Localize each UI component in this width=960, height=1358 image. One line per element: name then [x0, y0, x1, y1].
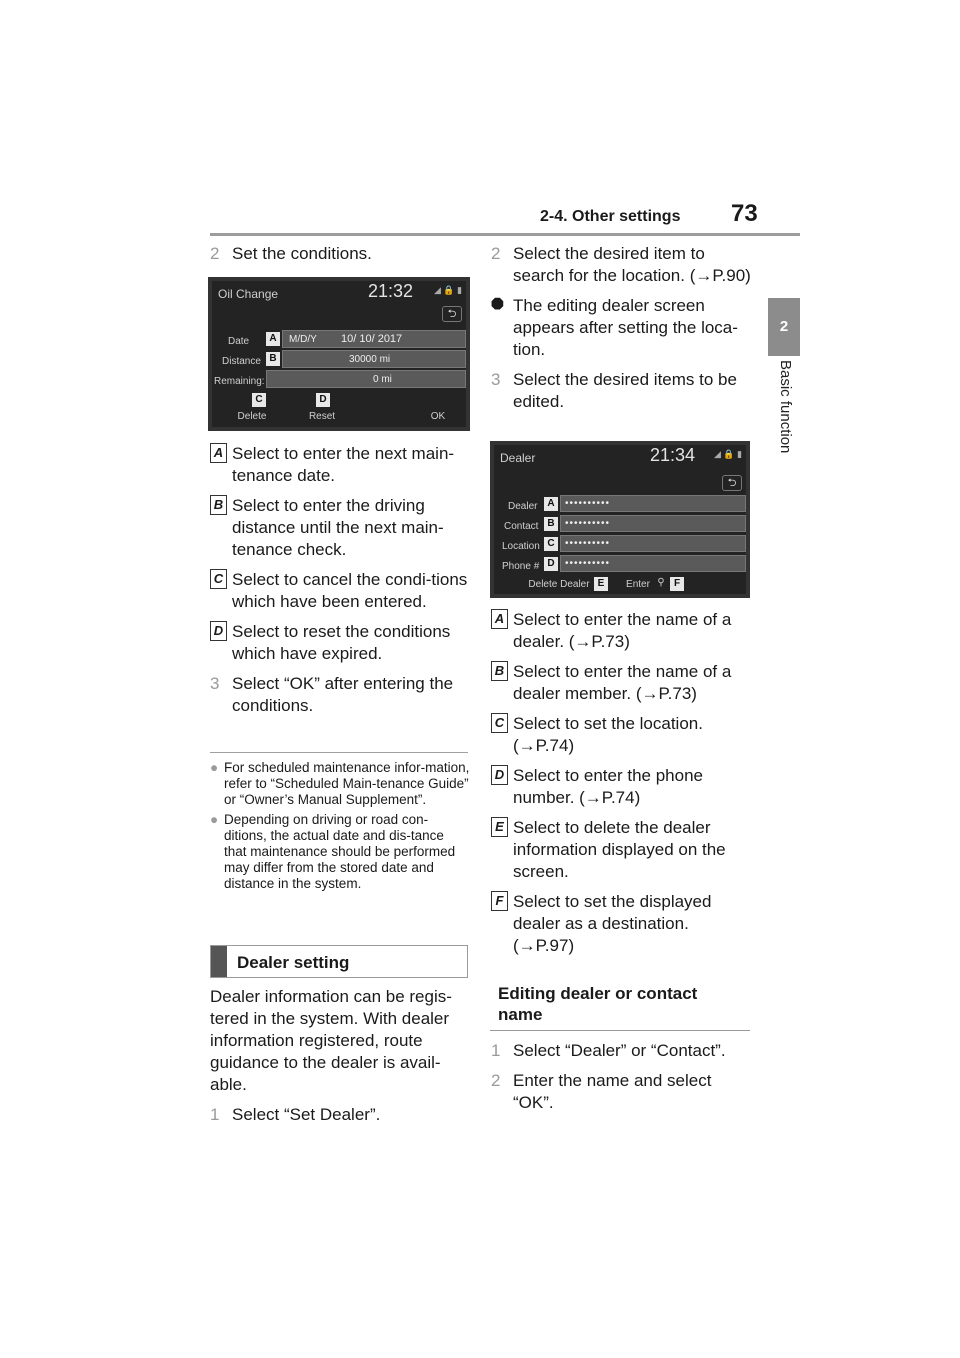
remaining-field [266, 370, 466, 388]
section-title: 2-4. Other settings [540, 208, 681, 225]
right-intro [491, 243, 751, 413]
callout-d: D Select to enter the phone number. (→P.74) [491, 765, 751, 809]
callout-tag: C [252, 393, 266, 407]
status-icons: ◢ 🔒 ▮ [434, 285, 463, 295]
notes [210, 760, 470, 892]
delete-dealer-button[interactable]: Delete Dealer [528, 579, 590, 590]
dealer-label: Dealer [508, 501, 538, 512]
callout-e: E Select to delete the dealer information displayed on the screen. [491, 817, 751, 883]
screen-title: Dealer [500, 451, 536, 465]
left-callout-list [210, 443, 470, 717]
distance-value: 30000 mi [349, 354, 391, 365]
page-number: 73 [731, 200, 758, 227]
contact-label: Contact [504, 521, 539, 532]
right-bullet: ⯃ The editing dealer screen appears after setting the loca-tion. [491, 296, 738, 359]
editing-dealer-heading: Editing dealer or contact name [490, 975, 750, 1031]
distance-field[interactable] [282, 350, 466, 368]
contact-field[interactable]: •••••••••• [560, 515, 746, 532]
callout-c: C Select to set the location. (→P.74) [491, 713, 751, 757]
left-step-2 [210, 243, 470, 265]
dealer-field[interactable]: •••••••••• [560, 495, 746, 512]
right-step-1b: 1 Select “Dealer” or “Contact”. [491, 1041, 726, 1060]
screen-clock: 21:34 [650, 445, 696, 465]
callout-c: C Select to cancel the condi-tions which have been entered. [210, 569, 470, 613]
date-format: M/D/Y [289, 334, 317, 345]
back-button[interactable]: ⮌ [722, 475, 742, 491]
dealer-screen [490, 441, 750, 598]
location-label: Location [502, 541, 540, 552]
dealer-setting-heading: Dealer setting [210, 945, 468, 978]
left-step-1: 1 Select “Set Dealer”. [210, 1105, 381, 1124]
callout-tag: A [544, 497, 558, 511]
right-step-2b: 2 Enter the name and select “OK”. [491, 1071, 712, 1112]
step-text: Set the conditions. [232, 244, 372, 263]
callout-tag: A [266, 332, 280, 346]
distance-label: Distance [222, 356, 261, 367]
remaining-label: Remaining: [214, 376, 265, 387]
oil-change-screen [208, 277, 470, 431]
callout-d: D Select to reset the conditions which have expired. [210, 621, 470, 665]
note-item: ● Depending on driving or road con-ditions, the actual date and dis-tance that maintenance should be performed may differ from the stored date and distance in the system. [210, 812, 456, 891]
back-button[interactable]: ⮌ [442, 306, 462, 322]
step-number: 2 [210, 244, 220, 263]
date-label: Date [228, 336, 250, 347]
callout-tag: D [316, 393, 330, 407]
callout-tag: B [544, 517, 558, 531]
notes-divider [210, 752, 468, 753]
callout-tag: E [594, 577, 608, 591]
callout-a: A Select to enter the name of a dealer. (→P.73) [491, 609, 751, 653]
callout-b: B Select to enter the driving distance until the next main-tenance check. [210, 495, 470, 561]
date-value: 10/ 10/ 2017 [341, 333, 403, 345]
right-callout-list [491, 609, 751, 957]
callout-tag: D [544, 557, 558, 571]
chapter-label: Basic function [777, 360, 794, 454]
right-final-steps [491, 1040, 751, 1114]
dealer-setting-body [210, 986, 470, 1126]
callout-a: A Select to enter the next main-tenance date. [210, 443, 470, 487]
date-field[interactable] [282, 330, 466, 348]
screen-clock: 21:32 [368, 281, 414, 301]
callout-tag: C [544, 537, 558, 551]
delete-button[interactable]: Delete [237, 411, 267, 422]
screen-title: Oil Change [218, 287, 279, 301]
status-icons: ◢ 🔒 ▮ [714, 449, 743, 459]
right-step-3: 3 Select the desired items to be edited. [491, 370, 737, 411]
ok-button[interactable]: OK [430, 411, 446, 422]
body-paragraph: Dealer information can be regis-tered in the system. With dealer information registered, route guidance to the dealer is avail-able. [210, 987, 452, 1094]
note-item: ● For scheduled maintenance infor-mation, refer to “Scheduled Main-tenance Guide” or “Owner’s Manual Supplement”. [210, 760, 470, 807]
chapter-tab: 2 [768, 298, 800, 356]
callout-f: F Select to set the displayed dealer as a destination. (→P.97) [491, 891, 751, 957]
callout-tag: B [266, 352, 280, 366]
callout-b: B Select to enter the name of a dealer member. (→P.73) [491, 661, 751, 705]
callout-tag: F [670, 577, 684, 591]
pin-icon: ⚲ [657, 577, 665, 588]
header-rule [210, 233, 800, 236]
left-step-3: 3 Select “OK” after entering the conditions. [210, 674, 454, 715]
phone-label: Phone # [502, 561, 540, 572]
remaining-value: 0 mi [373, 374, 392, 385]
reset-button[interactable]: Reset [308, 411, 336, 422]
enter-button[interactable]: Enter [626, 579, 650, 590]
phone-field[interactable]: •••••••••• [560, 555, 746, 572]
right-step-2: 2 Select the desired item to search for the location. (→P.90) [491, 244, 751, 285]
location-field[interactable]: •••••••••• [560, 535, 746, 552]
